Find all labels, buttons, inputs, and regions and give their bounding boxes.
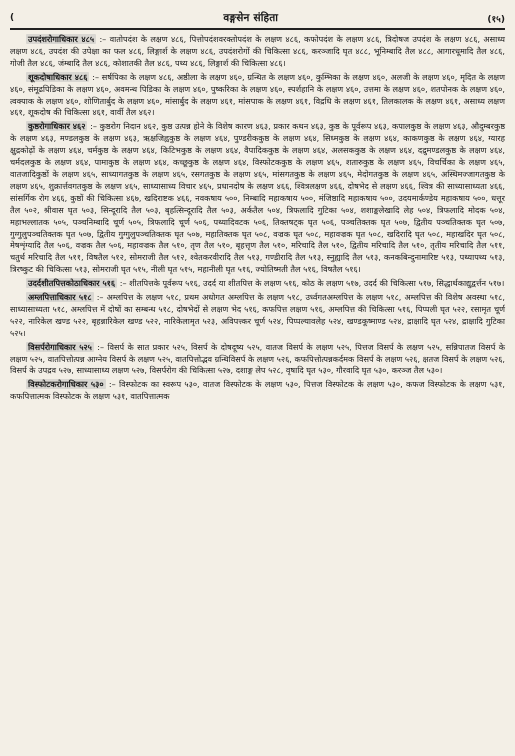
toc-section [10,121,505,276]
section-heading: अम्लपित्ताधिकार ५१८ [28,292,92,303]
section-heading: शूकदोषाधिकार ४८६ [28,71,88,82]
toc-section [10,342,505,378]
page-header [10,8,505,30]
section-heading: कुष्ठरोगाधिकार ४६२ [28,121,86,132]
section-entries: :– वातोपदंश के लक्षण ४८६, पित्तोपदंशवरक्तोपदंश के लक्षण ४८६, कफोपदंश के लक्षण ४८६, त्रिदोषज उपदंश के लक्षण ४८६, असाध्य लक्षण ४८६, उपदंश की उपेक्षा का फल ४८६, लिङ्गार्श के लक्षण ४८६, उपदंशरोगों की चिकित्सा ४८६, करञ्जादि घृत ४८८, भूनिम्बादि तैल ४८८, आगारधूमादि तैल ४८६, गोजी तैल ४८६, जंम्बादि तैल ४८६, कोशातकी तैल ४८६, पथ्य ४८६, लिङ्गार्श की चिकित्सा ४८६। [10,34,505,68]
page-number: (१५) [487,14,505,25]
page-number-left: ( [10,13,15,23]
section-entries: :– कुष्ठरोग निदान ४६२, कुष्ठ उत्पन्न होने के विशेष कारण ४६३, प्रकार कथन ४६३, कुष्ठ के पूर्वरूप ४६३, कपालकुष्ठ के लक्षण ४६३, औदुम्बरकुष्ठ के लक्षण ४६३, मण्डलकुष्ठ के लक्षण ४६३, ऋक्षजिह्वकुष्ठ के लक्षण ४६४, पुण्डरीककुष्ठ के लक्षण ४६४, सिध्मकुष्ठ के लक्षण ४६४, काकणकुष्ठ के लक्षण ४६४, ग्यारह क्षुद्रकोढ़ों के लक्षण ४६४, चर्मकुष्ठ के लक्षण ४६४, किटिभकुष्ठ के लक्षण ४६४, वैपादिककुष्ठ के लक्षण ४६४, अलसककुष्ठ के लक्षण ४६४, दद्रुमण्डलकुष्ठ के लक्षण ४६४, चर्मदलकुष्ठ के लक्षण ४६४, पामाकुष्ठ के लक्षण ४६४, कच्छूकुष्ठ के लक्षण ४६४, विस्फोटककुष्ठ के लक्षण ४६५, शतारुकुष्ठ के लक्षण ४६५, विचर्चिका के लक्षण ४६५, वातजादिकुष्ठों के लक्षण ४६५, साध्यागतकुष्ठ के लक्षण ४६५, रसगतकुष्ठ के लक्षण ४६५, मांसगतकुष्ठ के लक्षण ४६५, मेदोगतकुष्ठ के लक्षण ४६५, अस्थिमज्जागतकुष्ठ के लक्षण ४६५, शुक्रार्त्तवगतकुष्ठ के लक्षण ४६५, साध्यासाध्य विचार ४६५, प्रधानदोष के लक्षण ४६६, श्वित्रलक्षण ४६६, दोषभेद से लक्षण ४६६, श्वित्र की साध्यासाध्यता ४६६, सांसर्गिक रोग ४६६, कुष्ठों की चिकित्सा ४६७, खदिराष्टक ४६६, नवकषाय ५००, निम्बादि महाकषाय ५००, मंजिष्ठादि महाकषाय ५००, उदयमार्कण्डेय महाकषाय ५००, धत्तूर तैल ५०२, श्रीवास घृत ५०३, सिन्दूरादि तैल ५०३, बृहत्सिन्दूरादि तैल ५०३, अर्कतैल ५०४, त्रिफलादि गुटिका ५०४, शशाङ्कलेखादि लेह ५०४, त्रिफलादि मोदक ५०४, महाभल्लातक ५०५, पञ्चनिम्बादि चूर्ण ५०५, त्रिफलादि चूर्ण ५०६, पथ्यादिवटक ५०६, तिक्तषट्क घृत ५०६, पञ्चतिक्तक घृत ५०७, द्वितीय पञ्चतिक्तक घृत ५०७, गुग्गुलुपञ्चतिक्तक घृत ५०७, द्वितीय गुग्गुलुपञ्चतिक्तक घृत ५०७, महातिक्तक घृत ५०८, वज्रक घृत ५०८, महावज्रक घृत ५०८, खदिरादि घृत ५०८, महाखदिर घृत ५०८, मेषशृंग्यादि तैल ५०६, वज्रक तैल ५०६, महावज्रक तैल ५१०, तृण तैल ५१०, बृहत्तृण तैल ५१०, मरिचादि तैल ५१०, द्वितीय मरिचादि तैल ५१०, तृतीय मरिचादि तैल ५११, चतुर्थ मरिचादि तैल ५११, विषतैल ५१२, सोमराजी तैल ५१२, श्वेतकरवीरादि तैल ५१३, गण्डीरादि तैल ५१३, स्नुह्यादि तैल ५१३, कनकबिन्दुनामारिष्ट ५१३, पथ्यापथ्य ५१३, त्रिरष्कुट की चिकित्सा ५१३, सोमराजी घृत ५१५, नीली घृत ५१५, महानीली घृत ५१६, ज्योतिष्मती तैल ५१६, विषतैल ५१६। [10,121,506,275]
running-title: वङ्गसेन संहिता [223,12,279,24]
section-heading: उदर्दशीतपित्तकोठाधिकार ५१६ [28,278,116,289]
section-entries: :– शीतपित्तके पूर्वरूप ५१६, उदर्द या शीतपित्त के लक्षण ५१६, कोठ के लक्षण ५१७, उदर्द की चिकित्सा ५१७, सिद्धार्थकाद्युद्वर्त्तन ५१७। [117,278,505,289]
section-entries: :– विस्फोटक का स्वरूप ५३०, वातज विस्फोटक के लक्षण ५३०, पित्तज विस्फोटक के लक्षण ५३०, कफज विस्फोटक के लक्षण ५३१, कफपित्तात्मक विस्फोटक के लक्षण ५३१, वातपित्तात्मक [10,379,505,402]
toc-section [10,72,505,120]
toc-section [10,379,505,403]
toc-section [10,292,505,340]
toc-section [10,278,505,290]
section-heading: उपदंशरोगाधिकार ४८५ [28,34,95,44]
section-entries: :– अम्लपित्त के लक्षण ५१८, प्रथम अधोगत अम्लपित्त के लक्षण ५१८, उर्ध्वगतअम्लपित्त के लक्षण ५१८, अम्लपित्त की विशेष अवस्था ५१८, साध्यासाध्यता ५१८, अम्लपित्त में दोषों का सम्बन्ध ५१८, दोषभेदों से लक्षण भेद ५१६, कफपित्त लक्षण ५१६, अम्लपित्त की चिकित्सा ५१६, पिप्पली घृत ५२२, रसामृत चूर्ण ५२२, नारिकेल खण्ड ५२२, बृहन्नारिकेल खण्ड ५२२, नारिकेलामृत ५२३, अविपत्त्कर चूर्ण ५२४, पिप्पल्यावलेह ५२४, खण्डकूष्माण्ड ५२४, द्राक्षादि घृत ५२४, द्राक्षादि गुटिका ५२५। [10,292,505,338]
section-entries: :– विसर्प के सात प्रकार ५२५, विसर्प के दोषदूष्य ५२५, वातज विसर्प के लक्षण ५२५, पित्तज विसर्प के लक्षण ५२५, सन्निपातज विसर्प के लक्षण ५२५, वातपित्तोत्पन्न आग्नेय विसर्प के लक्षण ५२५, वातपित्तोद्भव ग्रन्थिविसर्प के लक्षण ५२६, कफपित्तोत्पन्नकर्दमक विसर्प के लक्षण ५२६, क्षतज विसर्प के लक्षण ५२६, विसर्प के उपद्रव ५२७, साध्यासाध्य लक्षण ५२७, विसर्परोग की चिकित्सा ५२७, दशाङ्ग लेप ५२८, वृषादि घृत ५३०, गौरवादि घृत ५३०, करञ्ज तैल ५३०। [10,341,506,376]
table-of-contents [10,34,505,403]
toc-section [10,34,505,70]
section-heading: विस्फोटकरोगाधिकार ५३० [28,379,104,390]
section-entries: :– सर्षपिका के लक्षण ४८६, अष्ठीला के लक्षण ४६०, ग्रन्थित के लक्षण ४६०, कुम्भिका के लक्षण ४६०, अलजी के लक्षण ४६०, मृदित के लक्षण ४६०, संमूढपिडिका के लक्षण ४६०, अवमन्थ पिडिका के लक्षण ४६०, पुष्करिका के लक्षण ४६०, स्पर्शहानि के लक्षण ४६०, उत्तमा के लक्षण ४६०, शतपोनक के लक्षण ४६०, त्वक्पाक के लक्षण ४६०, शोणितार्बुद के लक्षण ४६०, मांसार्बुद के लक्षण ४६१, मांसपाक के लक्षण ४६१, विद्रधि के लक्षण ४६१, तिलकालक के लक्षण ४६१, असाध्य लक्षण ४६१, शूकदोष की चिकित्सा ४६१, वार्वी तैल ४६२। [10,71,505,118]
section-heading: विसर्परोगाधिकार ५२५ [28,341,92,352]
